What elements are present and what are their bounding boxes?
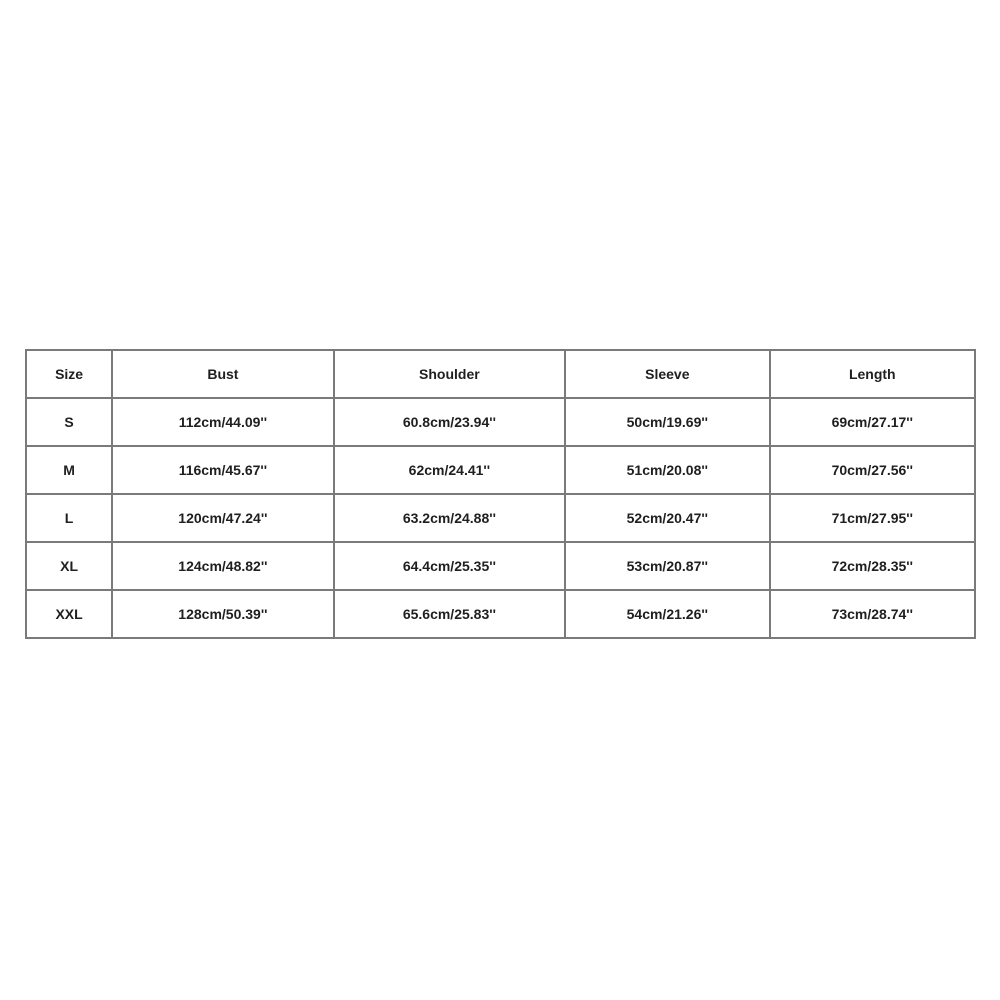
shoulder-cell: 65.6cm/25.83'' [334,590,565,638]
header-sleeve: Sleeve [565,350,769,398]
sleeve-cell: 52cm/20.47'' [565,494,769,542]
table-row [26,398,975,446]
header-length: Length [770,350,975,398]
size-cell: S [26,398,112,446]
table-row [26,590,975,638]
bust-cell: 124cm/48.82'' [112,542,333,590]
length-cell: 70cm/27.56'' [770,446,975,494]
header-bust: Bust [112,350,333,398]
shoulder-cell: 62cm/24.41'' [334,446,565,494]
shoulder-cell: 63.2cm/24.88'' [334,494,565,542]
header-shoulder: Shoulder [334,350,565,398]
table-row [26,446,975,494]
length-cell: 71cm/27.95'' [770,494,975,542]
length-cell: 69cm/27.17'' [770,398,975,446]
sleeve-cell: 53cm/20.87'' [565,542,769,590]
length-cell: 72cm/28.35'' [770,542,975,590]
header-size: Size [26,350,112,398]
size-chart-table [25,349,976,639]
sleeve-cell: 54cm/21.26'' [565,590,769,638]
size-cell: M [26,446,112,494]
bust-cell: 120cm/47.24'' [112,494,333,542]
bust-cell: 116cm/45.67'' [112,446,333,494]
length-cell: 73cm/28.74'' [770,590,975,638]
size-cell: XL [26,542,112,590]
shoulder-cell: 64.4cm/25.35'' [334,542,565,590]
bust-cell: 112cm/44.09'' [112,398,333,446]
sleeve-cell: 50cm/19.69'' [565,398,769,446]
table-header-row [26,350,975,398]
size-cell: XXL [26,590,112,638]
table-row [26,494,975,542]
sleeve-cell: 51cm/20.08'' [565,446,769,494]
shoulder-cell: 60.8cm/23.94'' [334,398,565,446]
bust-cell: 128cm/50.39'' [112,590,333,638]
size-cell: L [26,494,112,542]
table-row [26,542,975,590]
